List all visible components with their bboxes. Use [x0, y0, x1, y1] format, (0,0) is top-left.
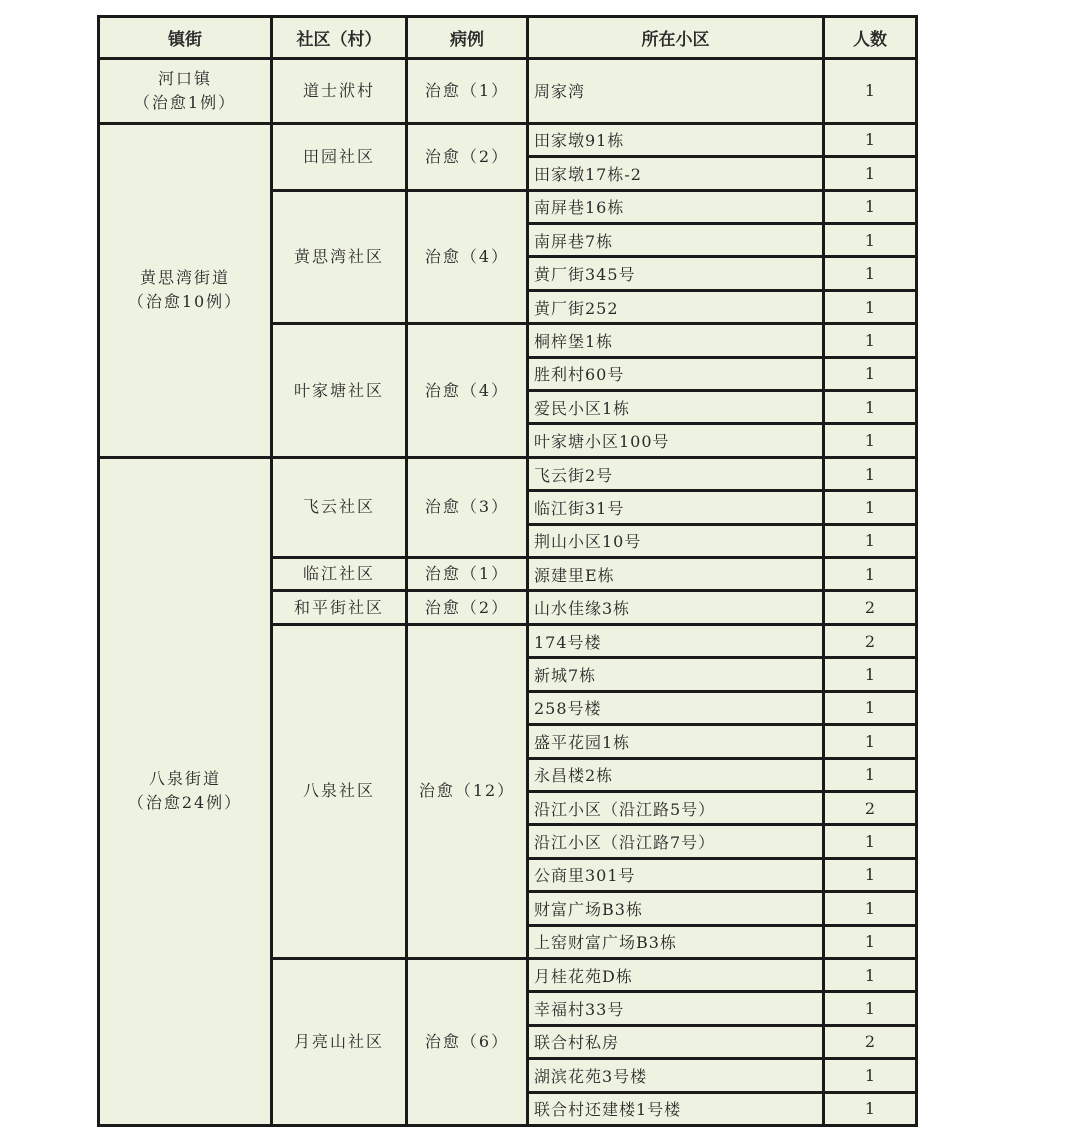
- town-total: （治愈10例）: [127, 292, 243, 312]
- town-name: 河口镇: [157, 68, 212, 88]
- location-cell: 联合村还建楼1号楼: [528, 1092, 824, 1125]
- header-count: 人数: [824, 17, 917, 59]
- cases-cell: 治愈（1）: [407, 59, 528, 124]
- location-cell: 湖滨花苑3号楼: [528, 1059, 824, 1092]
- count-cell: 2: [824, 624, 917, 657]
- header-community: 社区（村）: [272, 17, 407, 59]
- community-name: 八泉社区: [272, 624, 407, 958]
- location-cell: 公商里301号: [528, 858, 824, 891]
- community-name: 和平街社区: [272, 591, 407, 624]
- location-cell: 上窑财富广场B3栋: [528, 925, 824, 958]
- town-cell: [99, 59, 272, 124]
- location-cell: 桐梓堡1栋: [528, 324, 824, 357]
- town-name: 八泉街道: [148, 769, 221, 789]
- cases-cell: 治愈（12）: [407, 624, 528, 958]
- community-name: 黄思湾社区: [272, 190, 407, 324]
- location-cell: 南屏巷7栋: [528, 224, 824, 257]
- count-cell: 1: [824, 1059, 917, 1092]
- table-row: [99, 59, 917, 124]
- location-cell: 黄厂街345号: [528, 257, 824, 290]
- count-cell: 1: [824, 658, 917, 691]
- location-cell: 飞云街2号: [528, 457, 824, 490]
- header-row: [99, 17, 917, 59]
- table-row: [99, 457, 917, 490]
- table-body: [99, 59, 917, 1126]
- count-cell: 1: [824, 758, 917, 791]
- town-cell: [99, 123, 272, 457]
- town-total: （治愈1例）: [133, 92, 237, 112]
- location-cell: 永昌楼2栋: [528, 758, 824, 791]
- header-location: 所在小区: [528, 17, 824, 59]
- location-cell: 沿江小区（沿江路7号）: [528, 825, 824, 858]
- table-row: [99, 123, 917, 156]
- location-cell: 联合村私房: [528, 1025, 824, 1058]
- cases-cell: 治愈（2）: [407, 591, 528, 624]
- count-cell: 1: [824, 825, 917, 858]
- town-cell: [99, 457, 272, 1125]
- location-cell: 田家墩17栋-2: [528, 157, 824, 190]
- location-cell: 荆山小区10号: [528, 524, 824, 557]
- count-cell: 1: [824, 290, 917, 323]
- count-cell: 1: [824, 257, 917, 290]
- header-cases: 病例: [407, 17, 528, 59]
- count-cell: 2: [824, 1025, 917, 1058]
- cases-cell: 治愈（1）: [407, 558, 528, 591]
- location-cell: 胜利村60号: [528, 357, 824, 390]
- count-cell: 1: [824, 925, 917, 958]
- count-cell: 1: [824, 357, 917, 390]
- cases-cell: 治愈（4）: [407, 190, 528, 324]
- location-cell: 叶家塘小区100号: [528, 424, 824, 457]
- count-cell: 1: [824, 424, 917, 457]
- count-cell: 1: [824, 491, 917, 524]
- community-name: 田园社区: [272, 123, 407, 190]
- location-cell: 新城7栋: [528, 658, 824, 691]
- count-cell: 1: [824, 892, 917, 925]
- location-cell: 山水佳缘3栋: [528, 591, 824, 624]
- location-cell: 黄厂街252: [528, 290, 824, 323]
- location-cell: 幸福村33号: [528, 992, 824, 1025]
- community-name: 飞云社区: [272, 457, 407, 557]
- location-cell: 临江街31号: [528, 491, 824, 524]
- community-name: 叶家塘社区: [272, 324, 407, 458]
- location-cell: 周家湾: [528, 59, 824, 124]
- location-cell: 沿江小区（沿江路5号）: [528, 791, 824, 824]
- count-cell: 1: [824, 190, 917, 223]
- cases-cell: 治愈（6）: [407, 958, 528, 1125]
- community-name: 道士洑村: [272, 59, 407, 124]
- count-cell: 1: [824, 958, 917, 991]
- location-cell: 月桂花苑D栋: [528, 958, 824, 991]
- location-cell: 财富广场B3栋: [528, 892, 824, 925]
- location-cell: 爱民小区1栋: [528, 391, 824, 424]
- count-cell: 1: [824, 457, 917, 490]
- location-cell: 田家墩91栋: [528, 123, 824, 156]
- location-cell: 174号楼: [528, 624, 824, 657]
- count-cell: 1: [824, 725, 917, 758]
- community-name: 临江社区: [272, 558, 407, 591]
- count-cell: 1: [824, 558, 917, 591]
- count-cell: 1: [824, 157, 917, 190]
- header-town: 镇街: [99, 17, 272, 59]
- community-name: 月亮山社区: [272, 958, 407, 1125]
- location-cell: 南屏巷16栋: [528, 190, 824, 223]
- count-cell: 1: [824, 59, 917, 124]
- count-cell: 1: [824, 992, 917, 1025]
- cases-cell: 治愈（3）: [407, 457, 528, 557]
- count-cell: 2: [824, 591, 917, 624]
- cases-cell: 治愈（2）: [407, 123, 528, 190]
- count-cell: 1: [824, 1092, 917, 1125]
- count-cell: 1: [824, 858, 917, 891]
- count-cell: 1: [824, 324, 917, 357]
- location-cell: 源建里E栋: [528, 558, 824, 591]
- town-name: 黄思湾街道: [139, 268, 230, 288]
- count-cell: 1: [824, 123, 917, 156]
- count-cell: 2: [824, 791, 917, 824]
- cases-cell: 治愈（4）: [407, 324, 528, 458]
- count-cell: 1: [824, 691, 917, 724]
- town-total: （治愈24例）: [127, 793, 243, 813]
- recovered-cases-table: [97, 15, 918, 1127]
- count-cell: 1: [824, 224, 917, 257]
- count-cell: 1: [824, 524, 917, 557]
- location-cell: 258号楼: [528, 691, 824, 724]
- count-cell: 1: [824, 391, 917, 424]
- location-cell: 盛平花园1栋: [528, 725, 824, 758]
